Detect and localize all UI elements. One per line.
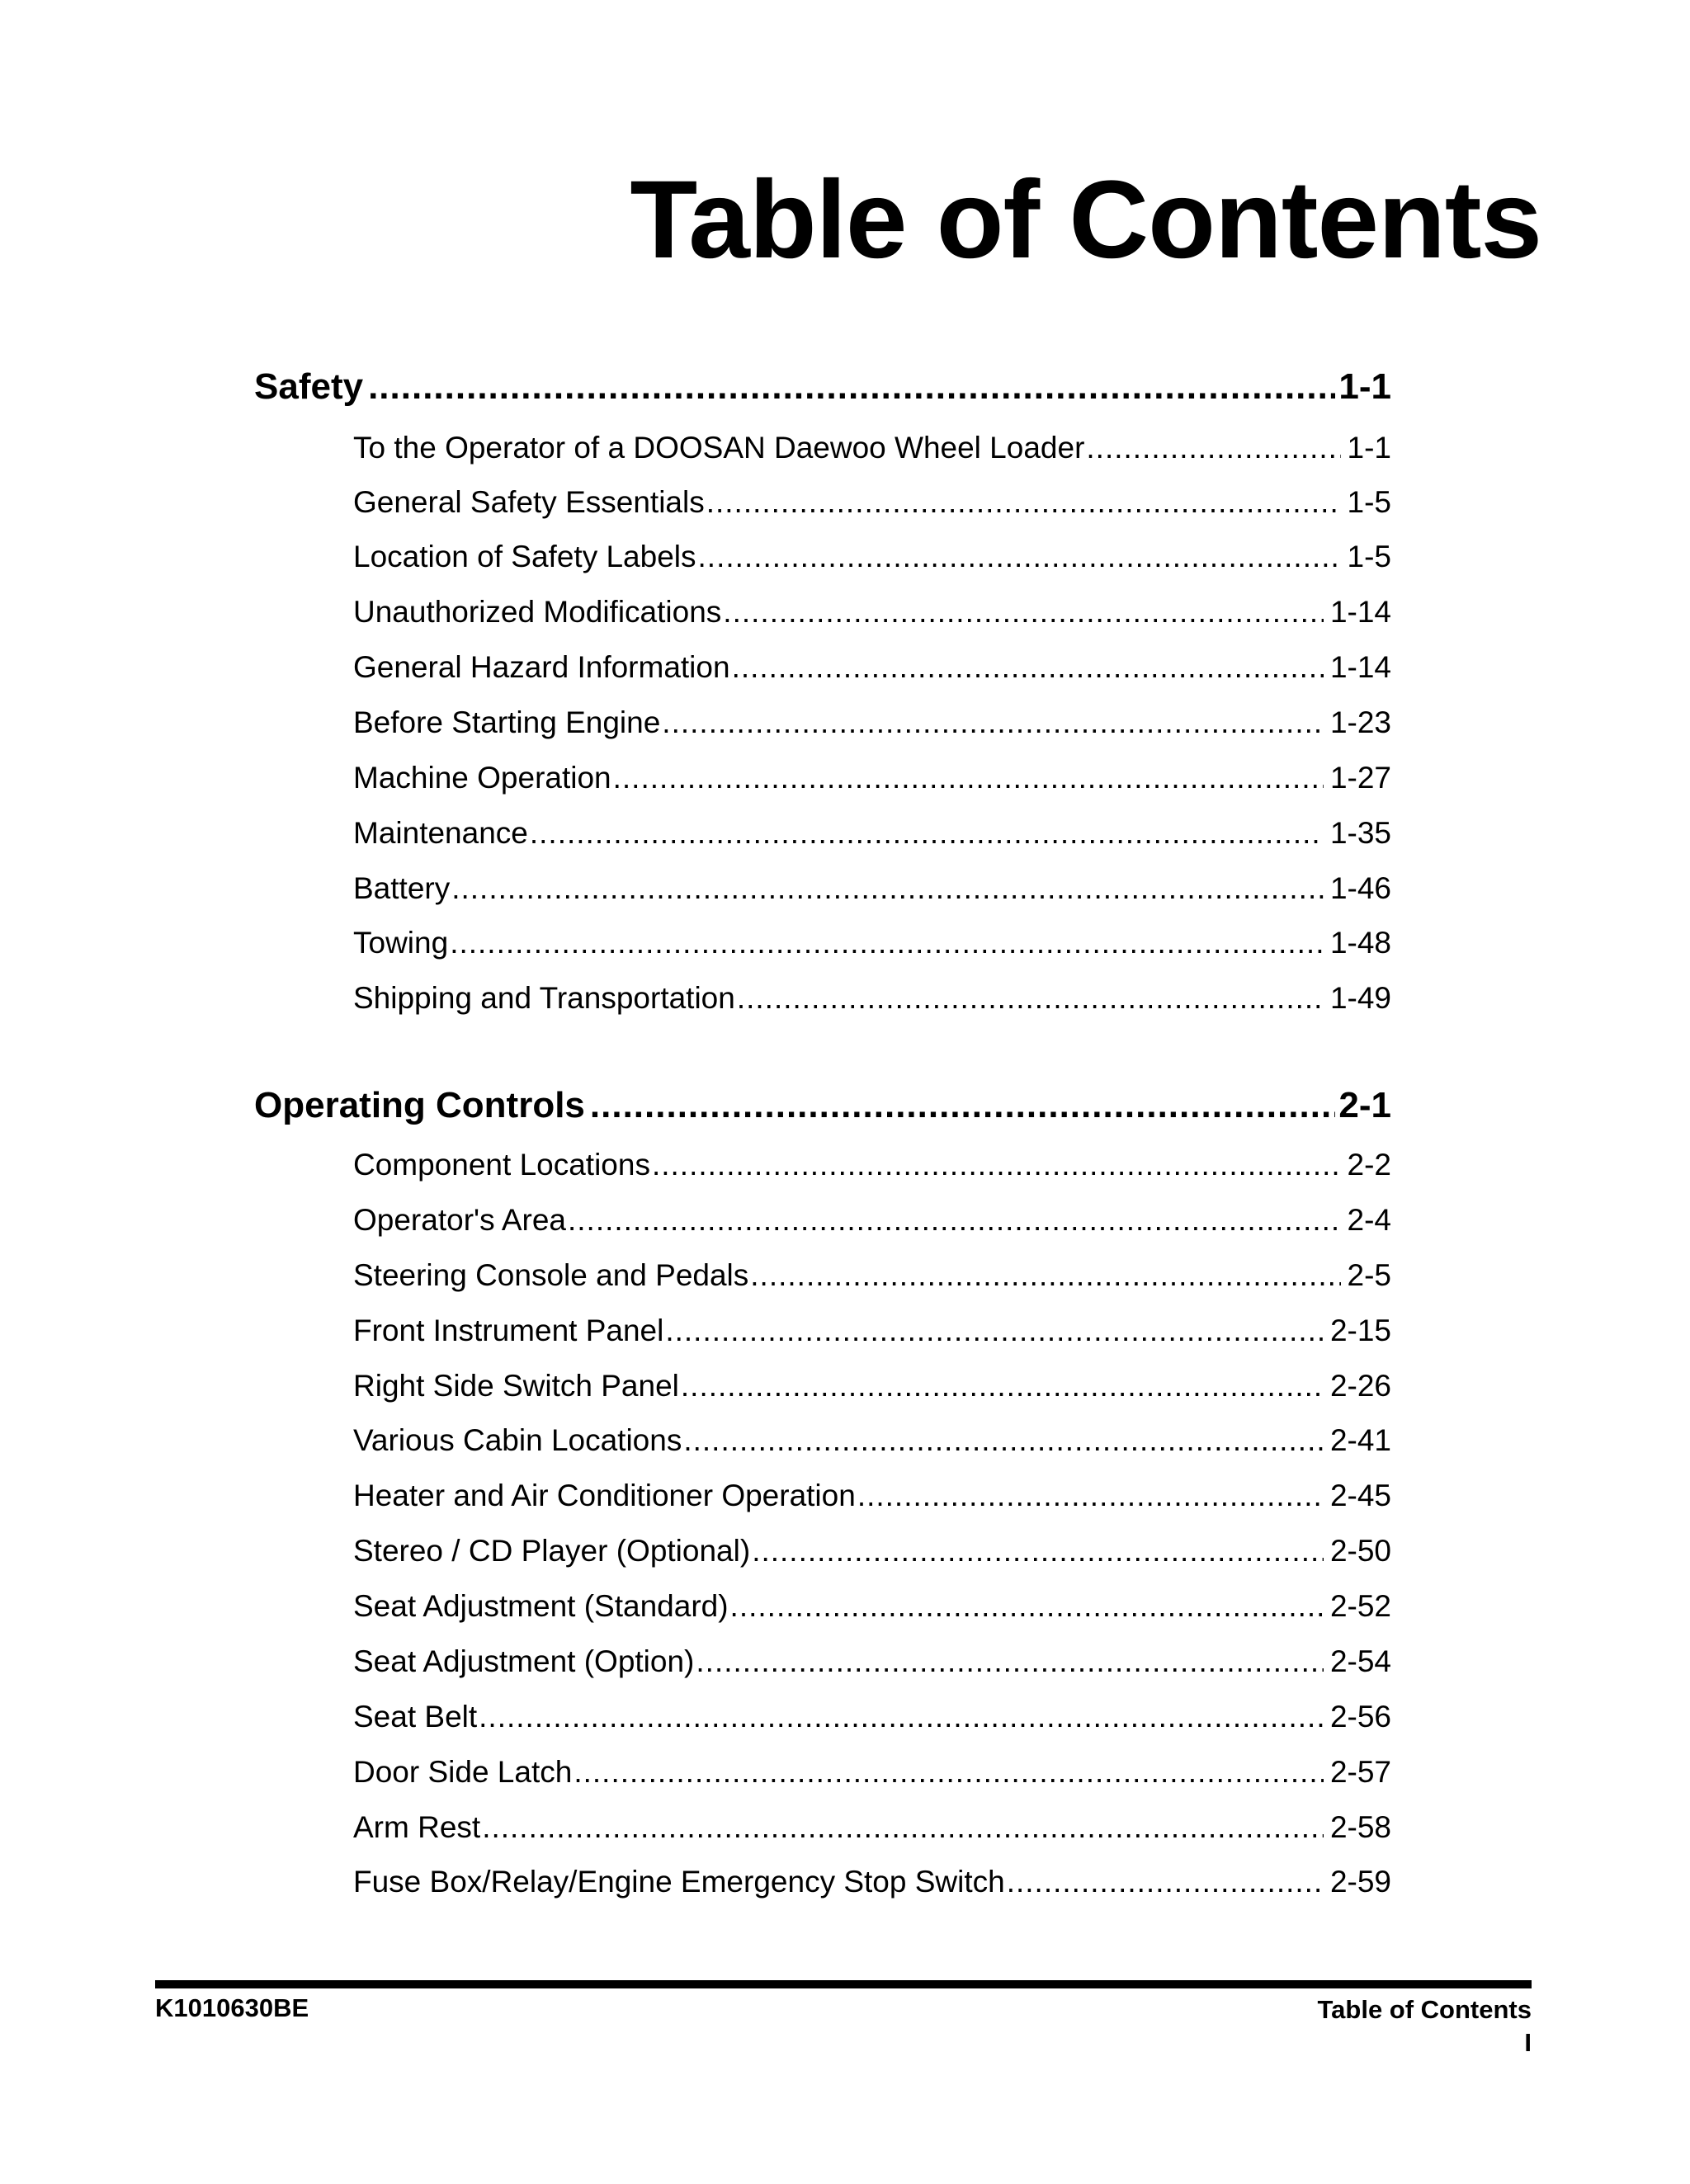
toc-entry-title: Arm Rest <box>353 1810 481 1844</box>
toc-entry-page: 2-4 <box>1347 1203 1391 1237</box>
dot-leader <box>857 1479 1324 1513</box>
toc-entry[interactable] <box>353 1534 1391 1568</box>
dot-leader <box>450 926 1324 960</box>
toc-entry[interactable] <box>353 431 1391 465</box>
toc-entry-title: To the Operator of a DOOSAN Daewoo Wheel Loader <box>353 431 1085 465</box>
toc-entry[interactable] <box>353 1203 1391 1238</box>
toc-entry[interactable] <box>353 595 1391 630</box>
toc-entry-page: 1-5 <box>1347 485 1391 519</box>
dot-leader <box>752 1534 1324 1568</box>
dot-leader <box>574 1755 1324 1790</box>
toc-entry-page: 2-45 <box>1329 1479 1391 1512</box>
toc-entry-title: Right Side Switch Panel <box>353 1369 679 1403</box>
toc-entry-page: 2-59 <box>1329 1865 1391 1899</box>
toc-entry-page: 1-5 <box>1347 540 1391 573</box>
dot-leader <box>698 540 1341 574</box>
toc-entry[interactable] <box>353 761 1391 795</box>
dot-leader <box>665 1314 1324 1348</box>
toc-section-safety[interactable] <box>254 366 1391 408</box>
toc-entry-title: Before Starting Engine <box>353 705 661 739</box>
dot-leader <box>732 650 1324 685</box>
toc-entry[interactable] <box>353 1589 1391 1624</box>
toc-entry[interactable] <box>353 1423 1391 1458</box>
toc-entry-page: 1-49 <box>1329 981 1391 1015</box>
toc-entry[interactable] <box>353 1479 1391 1513</box>
dot-leader <box>482 1810 1324 1845</box>
toc-entry-title: Towing <box>353 926 449 960</box>
dot-leader <box>681 1369 1324 1403</box>
toc-entry-page: 1-48 <box>1329 926 1391 960</box>
toc-entry-title: Steering Console and Pedals <box>353 1258 749 1292</box>
toc-entry[interactable] <box>353 1755 1391 1790</box>
toc-entry-page: 1-1 <box>1347 431 1391 465</box>
toc-entry[interactable] <box>353 871 1391 906</box>
toc-entry-page: 1-14 <box>1329 650 1391 684</box>
toc-entry-title: Front Instrument Panel <box>353 1314 664 1347</box>
toc-entry-title: Maintenance <box>353 816 528 850</box>
dot-leader <box>590 1085 1336 1126</box>
page-title: Table of Contents <box>630 158 1541 281</box>
toc-entry-title: Component Locations <box>353 1148 650 1182</box>
toc-entry-page: 2-50 <box>1329 1534 1391 1568</box>
toc-entry-page: 2-58 <box>1329 1810 1391 1844</box>
toc-entry-page: 1-35 <box>1329 816 1391 850</box>
toc-entry-page: 2-5 <box>1347 1258 1391 1292</box>
dot-leader <box>368 366 1335 408</box>
footer-rule <box>155 1980 1532 1988</box>
toc-entry-page: 2-52 <box>1329 1589 1391 1623</box>
dot-leader <box>1086 431 1340 465</box>
toc-entry-page: 2-57 <box>1329 1755 1391 1789</box>
dot-leader <box>750 1258 1340 1293</box>
toc-entry-title: Fuse Box/Relay/Engine Emergency Stop Switch <box>353 1865 1005 1899</box>
dot-leader <box>683 1423 1324 1458</box>
toc-entry[interactable] <box>353 816 1391 851</box>
toc-entry-title: Seat Belt <box>353 1700 478 1734</box>
toc-entry[interactable] <box>353 1148 1391 1182</box>
toc-entry-page: 1-46 <box>1329 871 1391 905</box>
dot-leader <box>730 1589 1324 1624</box>
toc-entry-page: 2-15 <box>1329 1314 1391 1347</box>
toc-entry[interactable] <box>353 485 1391 520</box>
toc-entry-title: Heater and Air Conditioner Operation <box>353 1479 856 1512</box>
footer-page-number: I <box>1524 2028 1532 2057</box>
dot-leader <box>1007 1865 1324 1899</box>
toc-entry-page: 2-2 <box>1347 1148 1391 1182</box>
toc-entry[interactable] <box>353 1810 1391 1845</box>
toc-entry[interactable] <box>353 981 1391 1016</box>
dot-leader <box>530 816 1324 851</box>
toc-entry-page: 1-14 <box>1329 595 1391 629</box>
toc-entry[interactable] <box>353 540 1391 574</box>
toc-entry[interactable] <box>353 1865 1391 1899</box>
toc-section-page: 2-1 <box>1338 1085 1391 1125</box>
toc-entry-title: Stereo / CD Player (Optional) <box>353 1534 751 1568</box>
footer-section-name: Table of Contents <box>1317 1995 1532 2024</box>
toc-entry-title: Battery <box>353 871 451 905</box>
toc-entry-title: Location of Safety Labels <box>353 540 696 573</box>
toc-section-page: 1-1 <box>1338 366 1391 407</box>
toc-entry-title: General Hazard Information <box>353 650 730 684</box>
toc-entry[interactable] <box>353 1314 1391 1348</box>
toc-entry[interactable] <box>353 1258 1391 1293</box>
toc-entry[interactable] <box>353 926 1391 960</box>
dot-leader <box>737 981 1324 1016</box>
dot-leader <box>451 871 1324 906</box>
footer-section-info <box>1318 1993 1532 2059</box>
toc-entry[interactable] <box>353 705 1391 740</box>
toc-entry-page: 2-54 <box>1329 1644 1391 1678</box>
toc-entry[interactable] <box>353 1700 1391 1734</box>
toc-entry-title: General Safety Essentials <box>353 485 705 519</box>
toc-entry-page: 2-41 <box>1329 1423 1391 1457</box>
toc-entry-title: Door Side Latch <box>353 1755 573 1789</box>
dot-leader <box>696 1644 1324 1679</box>
dot-leader <box>706 485 1341 520</box>
dot-leader <box>613 761 1324 795</box>
toc-entry-title: Seat Adjustment (Standard) <box>353 1589 729 1623</box>
footer-doc-number: K1010630BE <box>155 1993 309 2022</box>
dot-leader <box>652 1148 1341 1182</box>
toc-entry[interactable] <box>353 1369 1391 1403</box>
toc-entry-title: Shipping and Transportation <box>353 981 735 1015</box>
toc-entry-title: Machine Operation <box>353 761 611 795</box>
toc-entry-title: Unauthorized Modifications <box>353 595 722 629</box>
toc-entry-title: Seat Adjustment (Option) <box>353 1644 695 1678</box>
toc-section-title: Operating Controls <box>254 1085 585 1125</box>
toc-entry-page: 1-27 <box>1329 761 1391 795</box>
toc-entry-title: Various Cabin Locations <box>353 1423 682 1457</box>
dot-leader <box>662 705 1324 740</box>
toc-entry[interactable] <box>353 1644 1391 1679</box>
toc-section-operating-controls[interactable] <box>254 1085 1391 1126</box>
dot-leader <box>479 1700 1324 1734</box>
toc-entry[interactable] <box>353 650 1391 685</box>
toc-entry-title: Operator's Area <box>353 1203 566 1237</box>
dot-leader <box>723 595 1324 630</box>
toc-entry-page: 2-56 <box>1329 1700 1391 1734</box>
toc-entry-page: 1-23 <box>1329 705 1391 739</box>
toc-section-title: Safety <box>254 366 364 407</box>
dot-leader <box>568 1203 1341 1238</box>
toc-entry-page: 2-26 <box>1329 1369 1391 1403</box>
